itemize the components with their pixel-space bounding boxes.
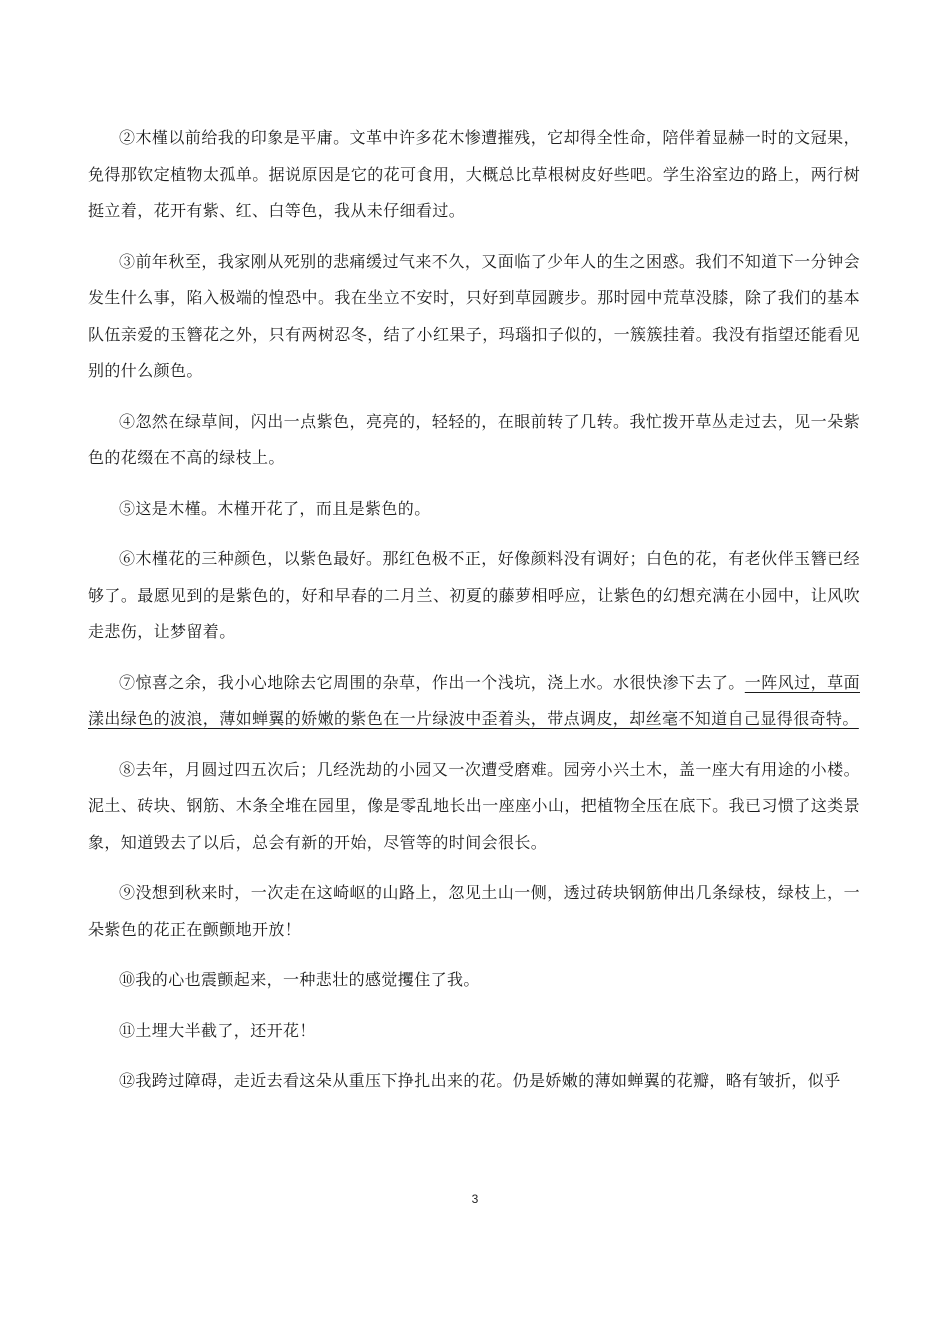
page-number: 3 (471, 1192, 479, 1206)
article-body (88, 120, 860, 1114)
paragraph-11: ⑪土埋大半截了，还开花！ (119, 1020, 316, 1040)
paragraph-12: ⑫我跨过障碍，走近去看这朵从重压下挣扎出来的花。仍是娇嫩的薄如蝉翼的花瓣，略有皱折，似乎 (119, 1071, 841, 1090)
paragraph-7-text: ⑦惊喜之余，我小心地除去它周围的杂草，作出一个浅坑，浇上水。水很快渗下去了。 (119, 672, 745, 692)
paragraph-7 (88, 665, 860, 738)
paragraph-10: ⑩我的心也震颤起来，一种悲壮的感觉攫住了我。 (119, 970, 480, 989)
paragraph-2: ②木槿以前给我的印象是平庸。文革中许多花木惨遭摧残，它却得全性命，陪伴着显赫一时的文冠果，免得那钦定植物太孤单。据说原因是它的花可食用，大概总比草根树皮好些吧。学生浴室边的路上，两行树挺立着，花开有紫、红、白等色，我从未仔细看过。 (88, 128, 860, 220)
paragraph-4: ④忽然在绿草间，闪出一点紫色，亮亮的，轻轻的，在眼前转了几转。我忙拨开草丛走过去，见一朵紫色的花缀在不高的绿枝上。 (88, 411, 860, 467)
paragraph-8: ⑧去年，月圆过四五次后；几经洗劫的小园又一次遭受磨难。园旁小兴土木，盖一座大有用途的小楼。泥土、砖块、钢筋、木条全堆在园里，像是零乱地长出一座座小山，把植物全压在底下。我已习惯了这类景象，知道毁去了以后，总会有新的开始，尽管等的时间会很长。 (88, 759, 860, 852)
paragraph-6: ⑥木槿花的三种颜色，以紫色最好。那红色极不正，好像颜料没有调好；白色的花，有老伙伴玉簪已经够了。最愿见到的是紫色的，好和早春的二月兰、初夏的藤萝相呼应，让紫色的幻想充满在小园中，让风吹走悲伤，让梦留着。 (88, 549, 860, 641)
paragraph-3: ③前年秋至，我家刚从死别的悲痛缓过气来不久，又面临了少年人的生之困惑。我们不知道下一分钟会发生什么事，陷入极端的惶恐中。我在坐立不安时，只好到草园踱步。那时园中荒草没膝，除了我们的基本队伍亲爱的玉簪花之外，只有两树忍冬，结了小红果子，玛瑙扣子似的，一簇簇挂着。我没有指望还能看见别的什么颜色。 (88, 251, 860, 380)
paragraph-9: ⑨没想到秋来时，一次走在这崎岖的山路上，忽见土山一侧，透过砖块钢筋伸出几条绿枝，绿枝上，一朵紫色的花正在颤颤地开放！ (88, 883, 860, 939)
paragraph-5: ⑤这是木槿。木槿开花了，而且是紫色的。 (119, 498, 431, 518)
underlined-sentence: 一阵风过，草面漾出绿色的波浪，薄如蝉翼的娇嫩的紫色在一片绿波中歪着头，带点调皮，却丝毫不知道自己显得很奇特。 (88, 672, 860, 728)
